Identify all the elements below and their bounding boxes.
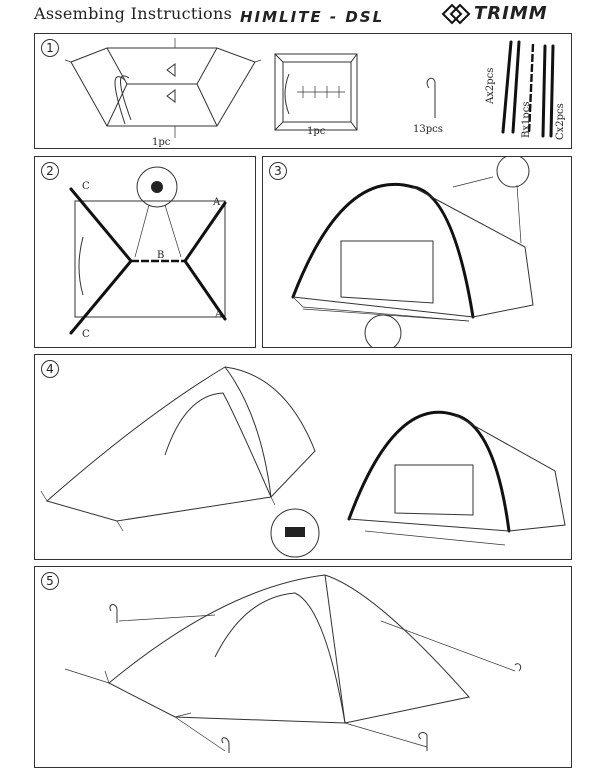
step-number: 2 [41,162,59,180]
step-5-illustration [35,567,571,767]
flysheet-drawing [65,38,261,138]
step-number: 5 [41,572,59,590]
step-2-panel [34,156,256,348]
brand-mark-icon [440,2,472,26]
label-c-bottom: C [82,329,90,340]
step-5-panel [34,566,572,768]
label-c-top: C [82,181,90,192]
flysheet-quantity: 1pc [152,137,171,148]
label-a-top: A [213,197,221,208]
inner-tent-quantity: 1pc [307,126,326,137]
step-number: 1 [41,39,59,57]
step-4-panel [34,354,572,560]
step-number: 4 [41,360,59,378]
model-name: HIMLITE - DSL [240,8,385,26]
brand-logo [440,2,580,26]
pole-a-quantity: Ax2pcs [485,67,496,104]
inner-tent-drawing [275,54,357,130]
peg-quantity: 13pcs [413,124,443,135]
step-1-panel [34,33,572,149]
document-title: Assembing Instructions [34,4,233,23]
pole-b-quantity: Bx1pcs [521,101,532,138]
step-4-illustration [35,355,571,559]
pole-c-quantity: Cx2pcs [555,103,566,140]
step-number: 3 [269,162,287,180]
label-b: B [157,250,165,261]
step-3-panel [262,156,572,348]
step-3-illustration [263,157,571,347]
brand-name: TRIMM [474,3,548,24]
peg-drawing [427,78,435,118]
label-a-bottom: A [215,309,223,320]
